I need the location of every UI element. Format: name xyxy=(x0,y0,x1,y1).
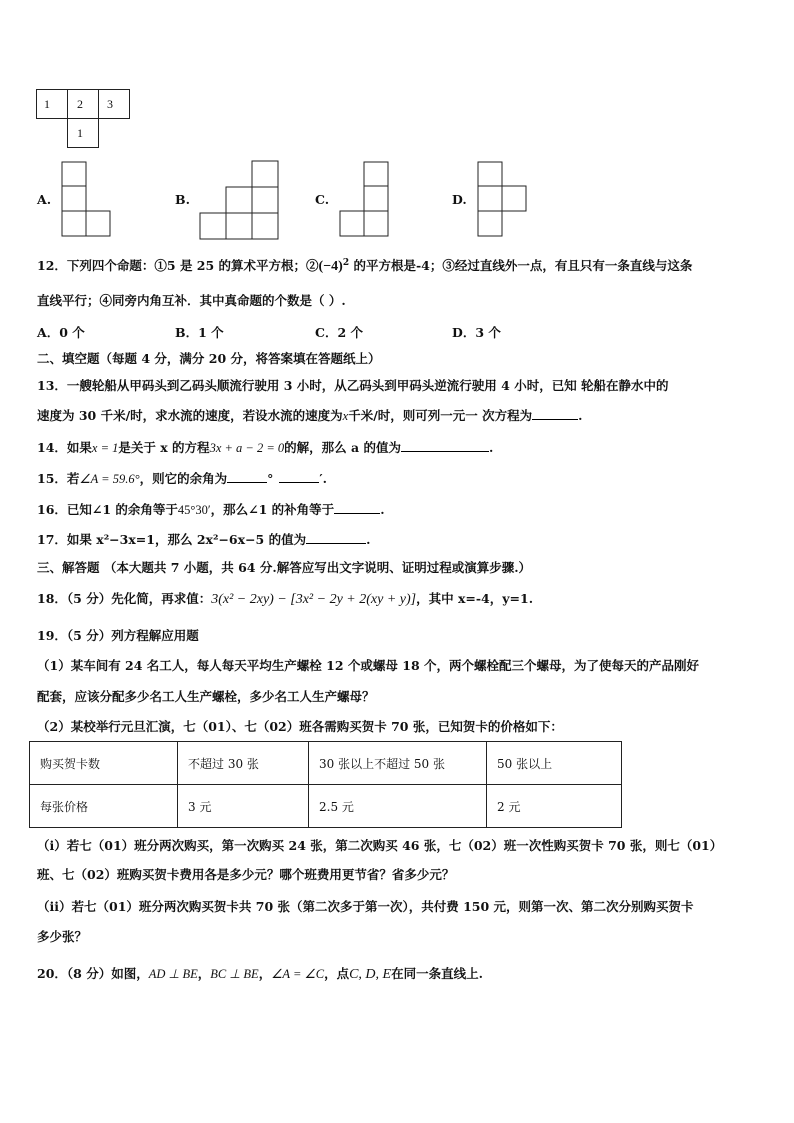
option-b-label: B. xyxy=(175,192,190,207)
answer-blank[interactable] xyxy=(306,531,366,544)
q12-option-a: A．0 个 xyxy=(37,325,85,340)
q14-text: 是关于 x 的方程 xyxy=(118,440,210,455)
q20-math: AD ⊥ BE xyxy=(148,967,198,981)
q17-text: 17．如果 x²−3x=1，那么 2x²−6x−5 的值为 xyxy=(37,532,307,547)
q20-text: ， xyxy=(258,966,272,981)
q14-text: 14．如果 xyxy=(37,440,92,455)
table-cell: 2.5 元 xyxy=(309,785,487,828)
q13-variable: x xyxy=(342,409,349,423)
q18-line xyxy=(37,589,533,608)
q14-line xyxy=(37,438,493,456)
q16-text: . xyxy=(380,502,385,517)
table-cell: 50 张以上 xyxy=(487,742,622,785)
answer-blank[interactable] xyxy=(334,501,380,514)
table-row xyxy=(30,742,622,785)
q14-equation: 3x + a − 2 = 0 xyxy=(209,441,285,455)
q20-text: 在同一条直线上. xyxy=(391,966,483,981)
q16-math: 45°30′ xyxy=(177,503,211,517)
q19-sub-i-line1: （i）若七（01）班分两次购买，第一次购买 24 张，第二次购买 46 张，七（02）班一次性购买贺卡 70 张，则七（01） xyxy=(37,838,723,853)
option-a-figure xyxy=(60,160,112,240)
q19-part1-line1: （1）某车间有 24 名工人，每人每天平均生产螺栓 12 个或螺母 18 个，两个螺栓配三个螺母，为了使每天的产品刚好 xyxy=(37,658,699,673)
q18-text: ，其中 x=-4，y=1. xyxy=(416,591,534,606)
option-c-figure xyxy=(338,160,390,240)
q17-line xyxy=(37,530,370,548)
q20-math: BC ⊥ BE xyxy=(210,967,259,981)
net-label: 2 xyxy=(77,97,83,111)
q14-text: 的解，那么 a 的值为 xyxy=(284,440,401,455)
answer-blank[interactable] xyxy=(532,407,578,420)
q13-text: . xyxy=(578,408,583,423)
q19-part2-intro: （2）某校举行元旦汇演，七（01）、七（02）班各需购买贺卡 70 张，已知贺卡的价格如下： xyxy=(37,719,563,734)
q20-text: ，点 xyxy=(324,966,350,981)
q13-line1: 13．一艘轮船从甲码头到乙码头顺流行驶用 3 小时，从乙码头到甲码头逆流行驶用 4 小时，已知 轮船在静水中的 xyxy=(37,378,669,393)
q15-text: ° xyxy=(267,471,274,486)
q16-text: 16．已知∠1 的余角等于 xyxy=(37,502,178,517)
table-cell: 每张价格 xyxy=(30,785,178,828)
table-cell: 30 张以上不超过 50 张 xyxy=(309,742,487,785)
net-cell-1 xyxy=(36,89,68,119)
q15-text: 15．若 xyxy=(37,471,80,486)
q19-sub-ii-line2: 多少张？ xyxy=(37,929,88,944)
net-cell-3 xyxy=(98,89,130,119)
q19-title: 19．（5 分）列方程解应用题 xyxy=(37,628,199,643)
q12-text: 12．下列四个命题：①5 是 25 的算术平方根；② xyxy=(37,258,319,273)
answer-blank-minutes[interactable] xyxy=(279,470,319,483)
table-cell: 不超过 30 张 xyxy=(178,742,309,785)
table-cell: 2 元 xyxy=(487,785,622,828)
q20-text: 20．（8 分）如图， xyxy=(37,966,149,981)
q20-line xyxy=(37,964,483,983)
q20-points: C, D, E xyxy=(349,967,392,982)
q15-math: ∠A = 59.6° xyxy=(79,472,140,486)
q12-line1 xyxy=(37,256,692,275)
q12-option-c: C．2 个 xyxy=(315,325,363,340)
q15-text: ′. xyxy=(319,471,328,486)
section-3-heading: 三、解答题 （本大题共 7 小题，共 64 分.解答应写出文字说明、证明过程或演算步骤.） xyxy=(37,560,532,575)
q13-line2 xyxy=(37,406,583,424)
section-2-heading: 二、填空题（每题 4 分，满分 20 分，将答案填在答题纸上） xyxy=(37,351,381,366)
net-label: 1 xyxy=(44,97,50,111)
q20-math: ∠A = ∠C xyxy=(271,967,325,981)
answer-blank[interactable] xyxy=(401,439,489,452)
net-label: 1 xyxy=(77,126,83,140)
q14-math: x = 1 xyxy=(91,441,119,455)
q15-line xyxy=(37,469,327,487)
q19-sub-ii-line1: （ii）若七（01）班分两次购买贺卡共 70 张（第二次多于第一次），共付费 150 元，则第一次、第二次分别购买贺卡 xyxy=(37,899,694,914)
q12-option-d: D．3 个 xyxy=(452,325,501,340)
price-table xyxy=(29,741,622,828)
option-d-label: D. xyxy=(452,192,467,207)
q19-part1-line2: 配套，应该分配多少名工人生产螺栓，多少名工人生产螺母？ xyxy=(37,689,375,704)
q12-text: 的平方根是-4；③经过直线外一点，有且只有一条直线与这条 xyxy=(349,258,693,273)
q13-text: 速度为 30 千米/时，求水流的速度，若设水流的速度为 xyxy=(37,408,343,423)
net-label: 3 xyxy=(107,97,113,111)
answer-blank-degrees[interactable] xyxy=(227,470,267,483)
q17-text: . xyxy=(366,532,371,547)
option-b-figure xyxy=(199,160,281,242)
option-a-label: A. xyxy=(37,192,52,207)
table-row xyxy=(30,785,622,828)
q12-exponent: 2 xyxy=(342,257,350,268)
q20-text: ， xyxy=(197,966,211,981)
q19-sub-i-line2: 班、七（02）班购买贺卡费用各是多少元？哪个班费用更节省？省多少元？ xyxy=(37,867,455,882)
q18-text: 18．（5 分）先化简，再求值： xyxy=(37,591,212,606)
q12-option-b: B．1 个 xyxy=(175,325,224,340)
q16-text: ，那么∠1 的补角等于 xyxy=(210,502,335,517)
table-cell: 3 元 xyxy=(178,785,309,828)
table-cell: 购买贺卡数 xyxy=(30,742,178,785)
q16-line xyxy=(37,500,385,518)
q15-text: ，则它的余角为 xyxy=(139,471,228,486)
option-d-figure xyxy=(476,160,528,240)
net-cell-2 xyxy=(67,89,99,119)
option-c-label: C. xyxy=(315,192,330,207)
q12-line2: 直线平行；④同旁内角互补．其中真命题的个数是（ ）. xyxy=(37,293,346,308)
q12-math-expr: (−4) xyxy=(318,259,343,274)
q13-text: 千米/时，则可列一元一 次方程为 xyxy=(348,408,533,423)
net-cell-bottom xyxy=(67,118,99,148)
q18-expression: 3(x² − 2xy) − [3x² − 2y + 2(xy + y)] xyxy=(211,592,417,607)
q14-text: . xyxy=(488,440,494,455)
